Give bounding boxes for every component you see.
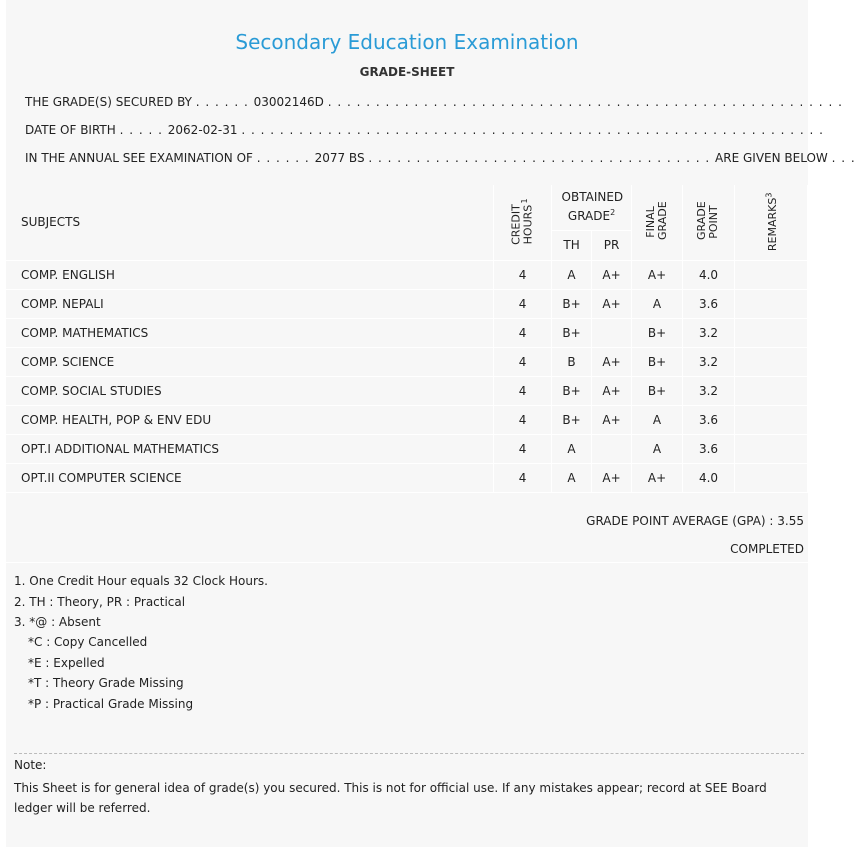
credit-cell: 4 [494, 463, 552, 492]
header-grade-point: GRADE POINT [683, 185, 735, 260]
dob-label: DATE OF BIRTH [25, 123, 116, 137]
exam-label: IN THE ANNUAL SEE EXAMINATION OF [25, 151, 253, 165]
header-th: TH [552, 230, 592, 260]
note-label: Note: [14, 758, 47, 772]
dob-line: DATE OF BIRTH . . . . . 2062-02-31 . . . . . . . . . . . . . . . . . . . . . . . . . . . . . . . . . . . . . . . . . . . . . . . . . . . . . . . . . . . . . [25, 123, 824, 137]
footnote-item: 3. *@ : Absent [14, 615, 101, 629]
final-grade-cell: B+ [632, 376, 683, 405]
grade-sheet [6, 0, 856, 847]
subject-cell: COMP. MATHEMATICS [6, 318, 494, 347]
th-grade-cell: A [552, 463, 592, 492]
remarks-cell [734, 318, 807, 347]
grade-point-cell: 3.6 [683, 405, 735, 434]
exam-suffix: ARE GIVEN BELOW [715, 151, 828, 165]
grade-point-cell: 3.6 [683, 434, 735, 463]
grades-table [6, 185, 808, 493]
subject-cell: OPT.II COMPUTER SCIENCE [6, 463, 494, 492]
th-grade-cell: B [552, 347, 592, 376]
remarks-cell [734, 434, 807, 463]
table-row [6, 347, 808, 376]
subject-cell: OPT.I ADDITIONAL MATHEMATICS [6, 434, 494, 463]
final-grade-cell: A [632, 405, 683, 434]
credit-cell: 4 [494, 434, 552, 463]
table-row [6, 434, 808, 463]
gpa-line [586, 514, 804, 528]
grade-point-cell: 3.6 [683, 289, 735, 318]
th-grade-cell: B+ [552, 376, 592, 405]
final-grade-cell: B+ [632, 318, 683, 347]
credit-cell: 4 [494, 318, 552, 347]
grade-point-cell: 4.0 [683, 463, 735, 492]
th-grade-cell: B+ [552, 318, 592, 347]
header-final-grade: FINAL GRADE [632, 185, 683, 260]
pr-grade-cell: A+ [592, 289, 632, 318]
remarks-cell [734, 289, 807, 318]
result-status: COMPLETED [730, 542, 804, 556]
footnote-item: *T : Theory Grade Missing [28, 676, 184, 690]
header-credit-hours: CREDIT HOURS$^1$ [494, 185, 552, 260]
exam-year: 2077 BS [314, 151, 365, 165]
subject-cell: COMP. SCIENCE [6, 347, 494, 376]
header-pr: PR [592, 230, 632, 260]
pr-grade-cell: A+ [592, 405, 632, 434]
remarks-cell [734, 376, 807, 405]
header-subjects: SUBJECTS [6, 185, 494, 260]
credit-cell: 4 [494, 405, 552, 434]
grade-point-cell: 4.0 [683, 260, 735, 289]
note-divider [14, 753, 804, 754]
pr-grade-cell: A+ [592, 376, 632, 405]
table-row [6, 289, 808, 318]
table-row [6, 405, 808, 434]
exam-line: IN THE ANNUAL SEE EXAMINATION OF . . . . . . 2077 BS . . . . . . . . . . . . . . . . . . . . . . . . . . . . . . . . . . . . ARE GIVEN BELOW . . . [25, 151, 856, 165]
credit-cell: 4 [494, 376, 552, 405]
credit-cell: 4 [494, 347, 552, 376]
final-grade-cell: A [632, 289, 683, 318]
header-remarks: REMARKS$^3$ [734, 185, 807, 260]
footnote-item: *E : Expelled [28, 656, 105, 670]
header-obtained-grade: OBTAINED GRADE$^2$ [552, 185, 632, 230]
subject-cell: COMP. NEPALI [6, 289, 494, 318]
pr-grade-cell [592, 434, 632, 463]
remarks-cell [734, 260, 807, 289]
grade-point-cell: 3.2 [683, 347, 735, 376]
th-grade-cell: A [552, 260, 592, 289]
grade-point-cell: 3.2 [683, 318, 735, 347]
subject-cell: COMP. SOCIAL STUDIES [6, 376, 494, 405]
secured-by-line: THE GRADE(S) SECURED BY . . . . . . 03002146D . . . . . . . . . . . . . . . . . . . . . . . . . . . . . . . . . . . . . . . . . . . . . . . . . . . . . . [25, 95, 843, 109]
remarks-cell [734, 463, 807, 492]
pr-grade-cell [592, 318, 632, 347]
secured-by-label: THE GRADE(S) SECURED BY [25, 95, 192, 109]
credit-cell: 4 [494, 260, 552, 289]
exam-title: Secondary Education Examination [235, 30, 579, 54]
divider [6, 562, 808, 563]
sheet-title: GRADE-SHEET [359, 65, 455, 79]
pr-grade-cell: A+ [592, 347, 632, 376]
final-grade-cell: A+ [632, 463, 683, 492]
th-grade-cell: B+ [552, 405, 592, 434]
table-row [6, 376, 808, 405]
gpa-value: 3.55 [777, 514, 804, 528]
final-grade-cell: B+ [632, 347, 683, 376]
gpa-label: GRADE POINT AVERAGE (GPA) : [586, 514, 774, 528]
subject-cell: COMP. HEALTH, POP & ENV EDU [6, 405, 494, 434]
subject-cell: COMP. ENGLISH [6, 260, 494, 289]
footnote-item: *C : Copy Cancelled [28, 635, 148, 649]
symbol-number: 03002146D [253, 95, 324, 109]
table-row [6, 463, 808, 492]
remarks-cell [734, 347, 807, 376]
final-grade-cell: A+ [632, 260, 683, 289]
credit-cell: 4 [494, 289, 552, 318]
th-grade-cell: A [552, 434, 592, 463]
final-grade-cell: A [632, 434, 683, 463]
footnote-item: *P : Practical Grade Missing [28, 697, 194, 711]
note-text: This Sheet is for general idea of grade(s) you secured. This is not for official use. If any mistakes appear; record at SEE Board ledger will be referred. [14, 781, 767, 815]
footnote-item: 2. TH : Theory, PR : Practical [14, 595, 186, 609]
pr-grade-cell: A+ [592, 463, 632, 492]
table-row [6, 318, 808, 347]
pr-grade-cell: A+ [592, 260, 632, 289]
grade-point-cell: 3.2 [683, 376, 735, 405]
dob-value: 2062-02-31 [167, 123, 238, 137]
table-row [6, 260, 808, 289]
footnote-item: 1. One Credit Hour equals 32 Clock Hours. [14, 574, 268, 588]
th-grade-cell: B+ [552, 289, 592, 318]
remarks-cell [734, 405, 807, 434]
